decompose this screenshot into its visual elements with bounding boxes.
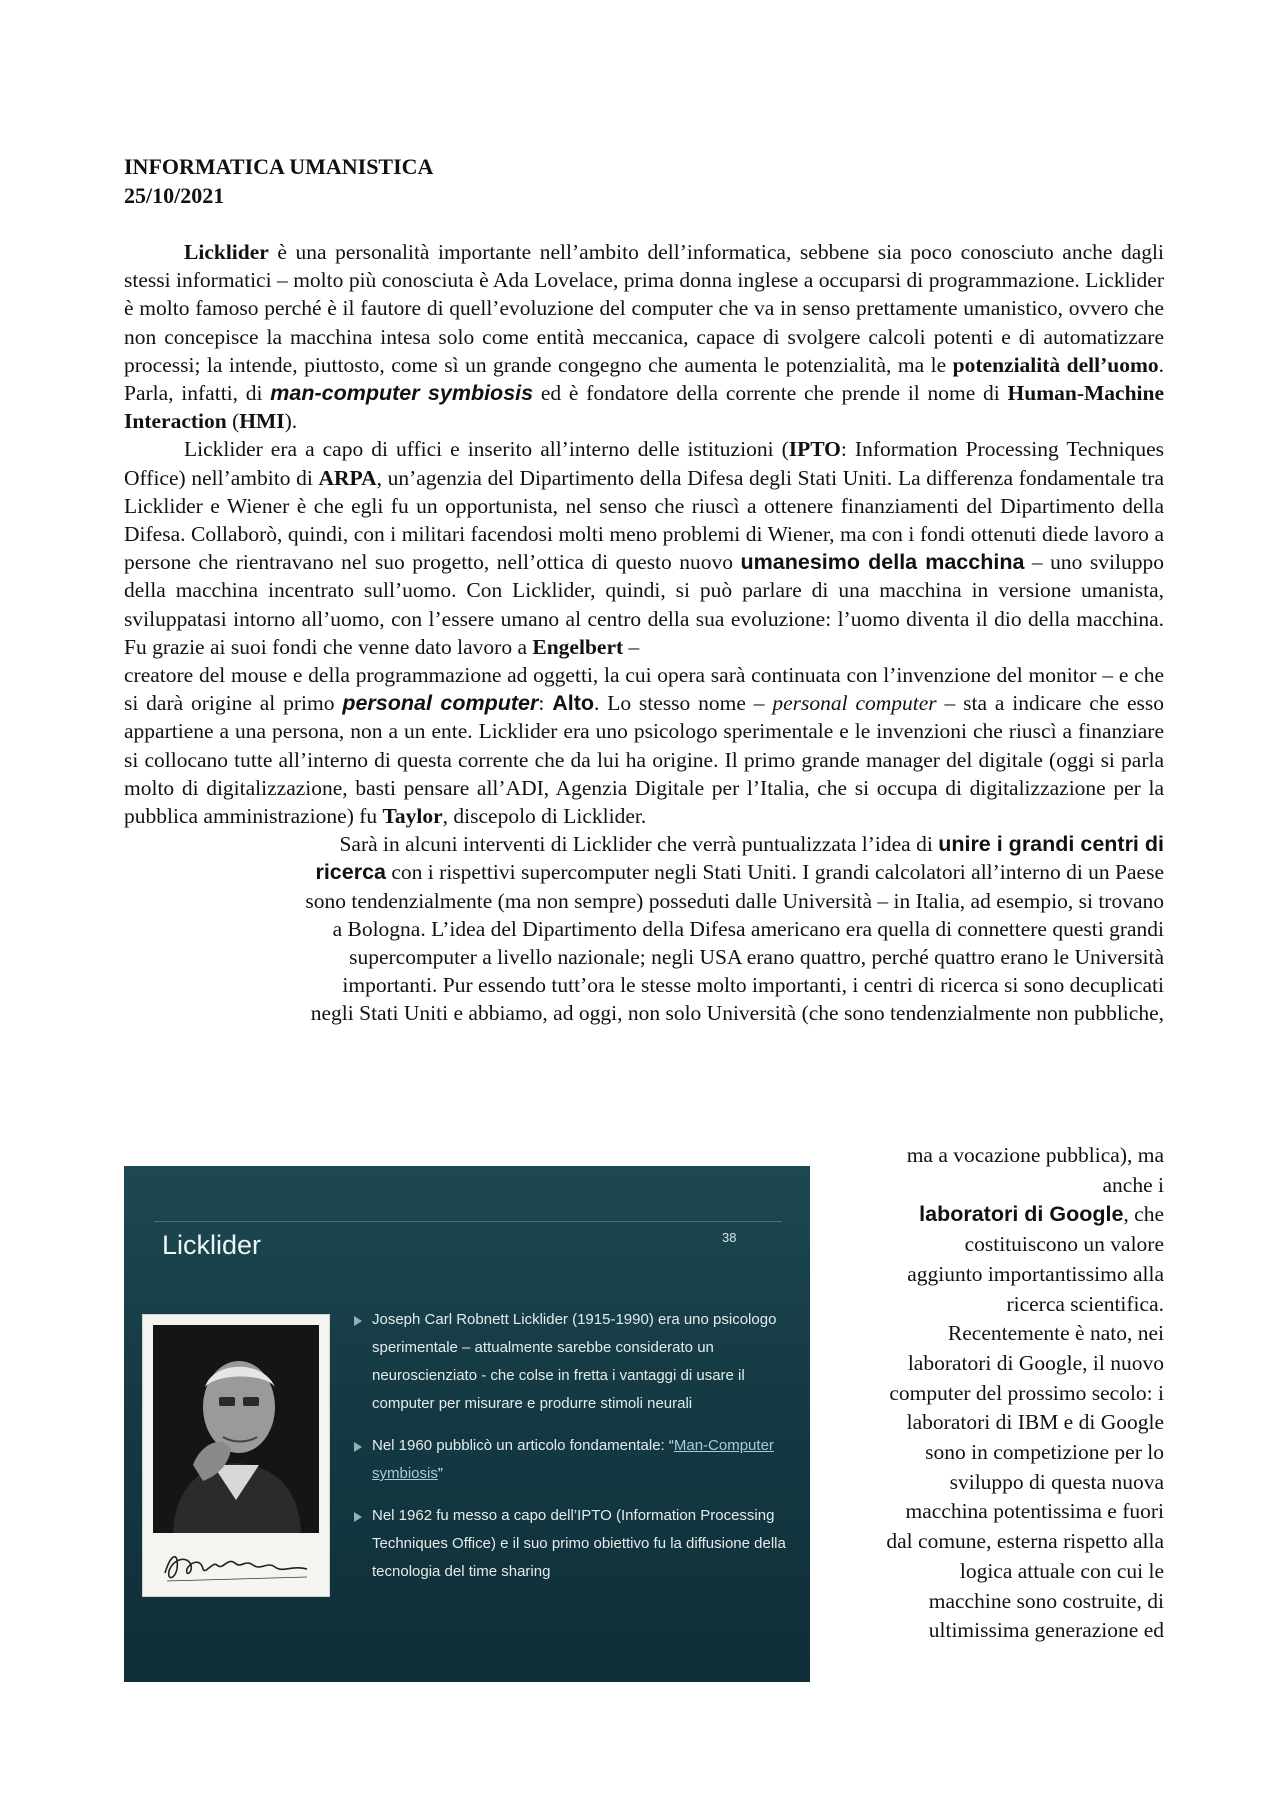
slide-divider <box>154 1221 782 1222</box>
side-line: aggiunto importantissimo alla <box>907 1261 1164 1286</box>
term-personal-computer: personal computer <box>342 691 539 716</box>
slide-bullet: Nel 1962 fu messo a capo dell’IPTO (Information Processing Techniques Office) e il suo primo obiettivo fu la diffusione della tecnologia del time sharing <box>350 1502 790 1586</box>
slide-number: 38 <box>722 1230 737 1245</box>
document-heading <box>124 152 433 210</box>
side-line: macchina potentissima e fuori <box>905 1499 1164 1524</box>
text-span: creatore del mouse e della programmazione ad oggetti, la cui opera sarà continuata con l’invenzione del monitor – e che si darà origine al primo <box>124 663 1164 716</box>
paragraph-4-line: supercomputer a livello nazionale; negli USA erano quattro, perché quattro erano le Università <box>349 945 1164 970</box>
term-engelbert: Engelbert <box>532 634 624 659</box>
paragraph-4-line: sono tendenzialmente (ma non sempre) posseduti dalle Università – in Italia, ad esempio, si trovano <box>305 888 1164 913</box>
term-unire-centri: unire i grandi centri di <box>938 832 1164 857</box>
text-span: – <box>623 634 640 659</box>
term-laboratori-google: laboratori di Google <box>919 1202 1124 1227</box>
paragraph-4-line: a Bologna. L’idea del Dipartimento della Difesa americano era quella di connettere questi grandi <box>332 916 1164 941</box>
side-text-column <box>826 1141 1164 1646</box>
side-line: ultimissima generazione ed <box>928 1618 1164 1643</box>
side-line: ma a vocazione pubblica), ma <box>906 1143 1164 1167</box>
signature-image <box>157 1543 317 1587</box>
side-line: dal comune, esterna rispetto alla <box>886 1529 1164 1554</box>
slide-title: Licklider <box>162 1230 262 1260</box>
text-span: , discepolo di Licklider. <box>442 804 647 829</box>
side-line: laboratori di IBM e di Google <box>906 1410 1164 1435</box>
text-span: Licklider era a capo di uffici e inserito all’interno delle istituzioni ( <box>184 437 789 462</box>
document-date: 25/10/2021 <box>124 183 225 208</box>
paragraph-4 <box>124 830 1164 1027</box>
side-line: Recentemente è nato, nei <box>947 1321 1164 1346</box>
text-span: : <box>538 691 553 716</box>
document-title: INFORMATICA UMANISTICA <box>124 154 434 179</box>
term-licklider: Licklider <box>184 240 269 264</box>
paragraph-4-line <box>124 858 1164 886</box>
term-ricerca: ricerca <box>315 860 387 885</box>
side-line: sviluppo di questa nuova <box>949 1469 1164 1494</box>
text-span: con i rispettivi supercomputer negli Stati Uniti. I grandi calcolatori all’interno di un Paese <box>386 860 1164 885</box>
term-potenzialita: potenzialità dell’uomo <box>952 352 1159 377</box>
term-alto: Alto <box>552 691 594 716</box>
text-span: ed è fondatore della corrente che prende il nome di <box>533 381 1008 406</box>
side-line: computer del prossimo secolo: i <box>889 1380 1164 1405</box>
side-line: logica attuale con cui le <box>959 1558 1164 1583</box>
side-line: ricerca scientifica. <box>1006 1291 1164 1316</box>
article-link[interactable]: Man-Computer symbiosis <box>372 1437 774 1482</box>
text-span: ). <box>284 409 298 434</box>
text-span: . Lo stesso nome – <box>593 691 773 716</box>
text-span: ” <box>437 1465 443 1482</box>
term-arpa: ARPA <box>318 465 377 490</box>
term-ipto: IPTO <box>788 437 841 462</box>
text-span: : Information Processing Techniques Office) nell’ambito di <box>124 437 1164 490</box>
paragraph-3 <box>124 661 1164 830</box>
paragraph-4-line <box>124 830 1164 858</box>
licklider-slide-image <box>124 1166 810 1682</box>
text-span: è una personalità importante nell’ambito dell’informatica, sebbene sia poco conosciuto anche dagli stessi informatici – molto più conosciuta è Ada Lovelace, prima donna inglese a occuparsi di programmazione. Licklider è molto famoso perché è il fautore di quell’evoluzione del computer che va in senso prettamente umanistico, ovvero che non concepisce la macchina intesa solo come entità meccanica, capace di svolgere calcoli potenti e di automatizzare processi; la intende, piuttosto, come sì un grande congegno che aumenta le potenzialità, ma le <box>124 240 1164 377</box>
portrait-photo <box>153 1325 319 1533</box>
term-man-computer-symbiosis: man-computer symbiosis <box>270 381 534 406</box>
paragraph-2 <box>124 435 1164 661</box>
paragraph-4-line: importanti. Pur essendo tutt’ora le stesse molto importanti, i centri di ricerca si sono decuplicati <box>342 973 1164 998</box>
term-hmi-full: Human-Machine Interaction <box>124 381 1165 434</box>
text-span: ( <box>226 409 240 434</box>
side-line <box>826 1200 1164 1230</box>
portrait-figure <box>153 1325 319 1533</box>
text-span: , un’agenzia del Dipartimento della Difesa degli Stati Uniti. La differenza fondamentale tra Licklider e Wiener è che egli fu un opportunista, nel senso che riuscì a ottenere finanziamenti del Dipartimento della Difesa. Collaborò, quindi, con i militari facendosi molti meno problemi di Wiener, ma con i fondi ottenuti diede lavoro a persone che rientravano nel suo progetto, nell’ottica di questo nuovo <box>124 465 1165 575</box>
text-span: Nel 1960 pubblicò un articolo fondamentale: “ <box>372 1437 674 1454</box>
side-line: costituiscono un valore <box>964 1232 1164 1257</box>
slide-bullet: Joseph Carl Robnett Licklider (1915-1990) era uno psicologo sperimentale – attualmente sarebbe considerato un neuroscienziato - che colse in fretta i vantaggi di usare il computer per misurare e produrre stimoli neurali <box>350 1306 790 1418</box>
document-body <box>124 238 1164 1028</box>
text-span: , che <box>1123 1202 1164 1227</box>
term-hmi: HMI <box>239 409 285 434</box>
term-taylor: Taylor <box>382 804 443 829</box>
paragraph-4-line: negli Stati Uniti e abbiamo, ad oggi, non solo Università (che sono tendenzialmente non pubbliche, <box>310 1001 1164 1026</box>
text-span: . Parla, infatti, di <box>124 352 1164 406</box>
slide-bullet-list <box>350 1306 790 1600</box>
paragraph-1 <box>124 238 1164 435</box>
text-span: Sarà in alcuni interventi di Licklider che verrà puntualizzata l’idea di <box>339 832 939 857</box>
slide-bullet <box>350 1432 790 1488</box>
portrait-frame <box>142 1314 330 1597</box>
side-line: laboratori di Google, il nuovo <box>907 1350 1164 1375</box>
term-personal-computer-2: personal computer <box>772 691 937 716</box>
text-span: – uno sviluppo della macchina incentrato sull’uomo. Con Licklider, quindi, si può parlare di una macchina in versione umanista, sviluppatasi intorno all’uomo, con l’essere umano al centro della sua evoluzione: l’uomo diventa il dio della macchina. Fu grazie ai suoi fondi che venne dato lavoro a <box>124 550 1164 659</box>
term-umanesimo: umanesimo della macchina <box>740 550 1025 575</box>
side-line: macchine sono costruite, di <box>928 1588 1164 1613</box>
side-line: anche i <box>1102 1172 1164 1197</box>
text-span: – sta a indicare che esso appartiene a una persona, non a un ente. Licklider era uno psicologo sperimentale e le invenzioni che riuscì a finanziare si collocano tutte all’interno di questa corrente che da lui ha origine. Il primo grande manager del digitale (oggi si parla molto di digitalizzazione, basti pensare all’ADI, Agenzia Digitale per l’Italia, che si occupa di digitalizzazione per la pubblica amministrazione) fu <box>124 691 1165 829</box>
side-line: sono in competizione per lo <box>925 1440 1164 1465</box>
